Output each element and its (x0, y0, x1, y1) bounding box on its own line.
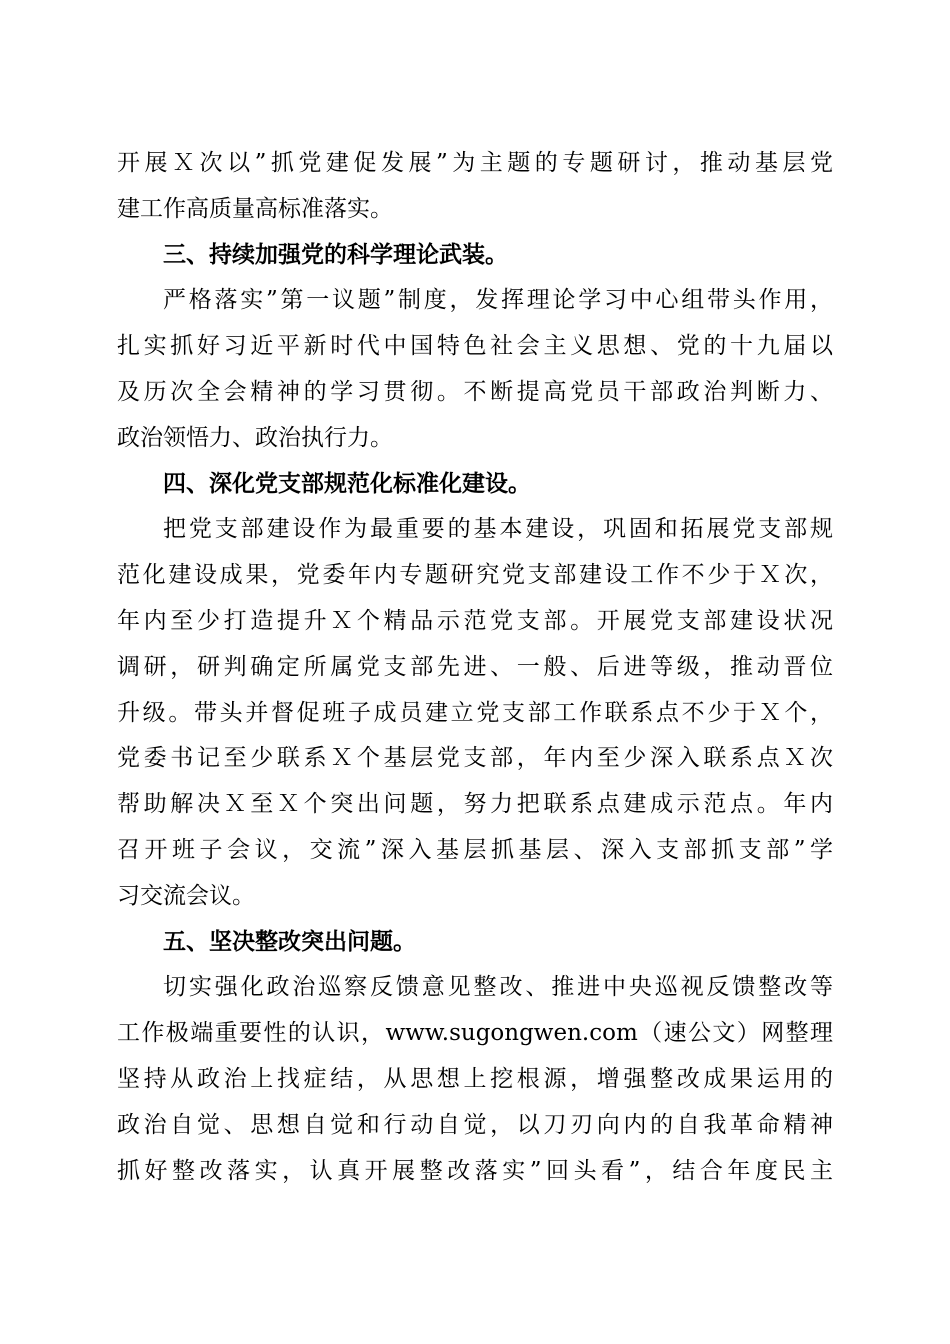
paragraph-line: 范化建设成果，党委年内专题研究党支部建设工作不少于Ｘ次， (117, 562, 833, 589)
paragraph-line: 召开班子会议，交流”深入基层抓基层、深入支部抓支部”学 (117, 836, 833, 863)
paragraph-line: 开展Ｘ次以”抓党建促发展”为主题的专题研讨，推动基层党 (117, 150, 833, 176)
section-heading-4: 四、深化党支部规范化标准化建设。 (163, 470, 531, 497)
section-heading-5: 五、坚决整改突出问题。 (163, 928, 416, 955)
paragraph-line: 工作极端重要性的认识，www.sugongwen.com（速公文）网整理 (117, 1020, 833, 1047)
paragraph-line: 年内至少打造提升Ｘ个精品示范党支部。开展党支部建设状况 (117, 607, 833, 634)
paragraph-line: 建工作高质量高标准落实。 (117, 195, 393, 222)
paragraph-line: 升级。带头并督促班子成员建立党支部工作联系点不少于Ｘ个， (117, 699, 833, 726)
paragraph-line: 切实强化政治巡察反馈意见整改、推进中央巡视反馈整改等 (163, 974, 833, 1001)
paragraph-line: 严格落实”第一议题”制度，发挥理论学习中心组带头作用， (163, 287, 833, 314)
paragraph-line: 调研，研判确定所属党支部先进、一般、后进等级，推动晋位 (117, 653, 833, 680)
paragraph-line: 把党支部建设作为最重要的基本建设，巩固和拓展党支部规 (163, 516, 833, 543)
paragraph-line: 坚持从政治上找症结，从思想上挖根源，增强整改成果运用的 (117, 1065, 833, 1092)
paragraph-line: 党委书记至少联系Ｘ个基层党支部，年内至少深入联系点Ｘ次 (117, 745, 833, 772)
paragraph-line: 政治自觉、思想自觉和行动自觉，以刀刃向内的自我革命精神 (117, 1111, 833, 1138)
paragraph-line: 帮助解决Ｘ至Ｘ个突出问题，努力把联系点建成示范点。年内 (117, 791, 833, 818)
paragraph-line: 政治领悟力、政治执行力。 (117, 424, 393, 451)
section-heading-3: 三、持续加强党的科学理论武装。 (163, 241, 508, 268)
paragraph-line: 扎实抓好习近平新时代中国特色社会主义思想、党的十九届以 (117, 333, 833, 360)
document-body (117, 141, 833, 1194)
paragraph-line: 抓好整改落实，认真开展整改落实”回头看”，结合年度民主 (117, 1157, 833, 1184)
paragraph-line: 习交流会议。 (117, 882, 255, 909)
paragraph-line: 及历次全会精神的学习贯彻。不断提高党员干部政治判断力、 (117, 378, 833, 405)
